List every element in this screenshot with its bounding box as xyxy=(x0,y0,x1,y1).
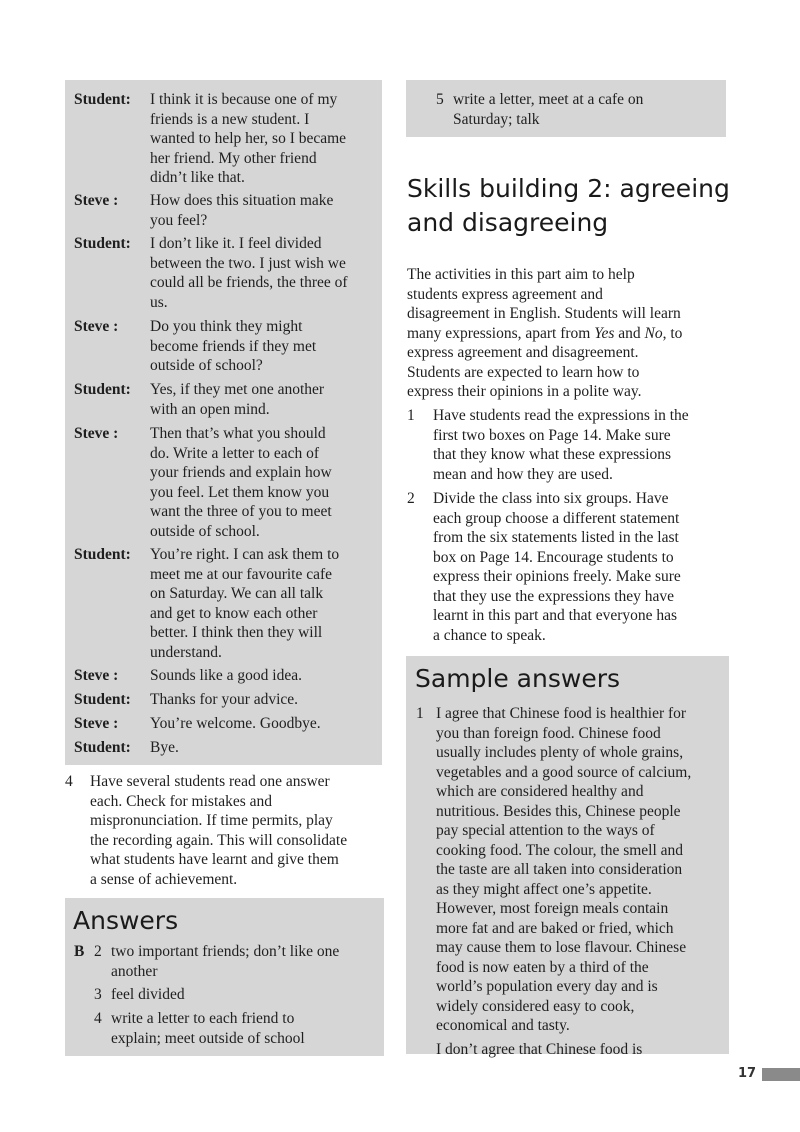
answer-number: 4 xyxy=(94,1010,102,1027)
sample-line: However, most foreign meals contain xyxy=(436,900,669,917)
sample-line: which are considered healthy and xyxy=(436,783,644,800)
answer-line: another xyxy=(111,962,158,980)
speaker-label: Steve : xyxy=(74,192,119,209)
dialogue-line: I don’t like it. I feel divided xyxy=(150,235,322,252)
speaker-label: Student: xyxy=(74,546,131,563)
answer-line: write a letter, meet at a cafe on xyxy=(453,91,644,108)
intro-line xyxy=(407,324,732,344)
item-line: from the six statements listed in the last xyxy=(433,529,679,546)
dialogue-line: Thanks for your advice. xyxy=(150,691,299,708)
section-heading-line: Skills building 2: agreeing xyxy=(407,174,730,203)
dialogue-line: friends is a new student. I xyxy=(150,110,310,128)
answer-line: write a letter to each friend to xyxy=(111,1010,295,1027)
sample-line: nutritious. Besides this, Chinese people xyxy=(436,802,681,820)
item-line: a sense of achievement. xyxy=(90,870,238,888)
sample-line: pay special attention to the ways of xyxy=(436,822,655,839)
dialogue-line: you feel? xyxy=(150,211,208,229)
speaker-label: Steve : xyxy=(74,425,119,442)
answer-number: 3 xyxy=(94,986,102,1003)
dialogue-line: with an open mind. xyxy=(150,400,270,418)
item-line: that they use the expressions they have xyxy=(433,587,675,605)
dialogue-line: do. Write a letter to each of xyxy=(150,444,320,462)
answer-line: feel divided xyxy=(111,986,185,1003)
dialogue-line: on Saturday. We can all talk xyxy=(150,585,324,602)
speaker-label: Student: xyxy=(74,91,131,108)
dialogue-line: want the three of you to meet xyxy=(150,503,332,520)
sample-answer-text xyxy=(436,704,726,1059)
item-line: what students have learnt and give them xyxy=(90,851,339,868)
item-line: mispronunciation. If time permits, play xyxy=(90,812,333,829)
dialogue-line: Sounds like a good idea. xyxy=(150,667,302,684)
item-line: learnt in this part and that everyone has xyxy=(433,607,678,624)
dialogue-line: How does this situation make xyxy=(150,192,334,209)
sample-line: usually includes plenty of whole grains, xyxy=(436,744,684,761)
dialogue-line: wanted to help her, so I became xyxy=(150,130,347,147)
item-number: 4 xyxy=(65,773,73,790)
answer-line: Saturday; talk xyxy=(453,110,540,128)
sample-line: I agree that Chinese food is healthier for xyxy=(436,705,687,722)
sample-line: may cause them to lose flavour. Chinese xyxy=(436,939,687,956)
intro-text: and xyxy=(614,324,645,342)
sample-line: I don’t agree that Chinese food is xyxy=(436,1040,643,1058)
dialogue-line: us. xyxy=(150,293,168,311)
dialogue-line: You’re right. I can ask them to xyxy=(150,546,340,563)
dialogue-line: Do you think they might xyxy=(150,318,303,335)
dialogue-line: didn’t like that. xyxy=(150,169,245,186)
answer-number: 5 xyxy=(436,91,444,108)
section-heading-line: and disagreeing xyxy=(407,208,609,237)
answers-section-label: B xyxy=(74,943,85,960)
sample-line: widely considered easy to cook, xyxy=(436,997,635,1015)
sample-answers-box xyxy=(406,656,729,1058)
intro-text: many expressions, apart from xyxy=(407,324,595,342)
dialogue-line: outside of school. xyxy=(150,522,260,540)
answer-line: two important friends; don’t like one xyxy=(111,943,340,960)
intro-line: express their opinions in a polite way. xyxy=(407,383,642,400)
intro-line: Students are expected to learn how to xyxy=(407,363,640,381)
dialogue-line: could all be friends, the three of xyxy=(150,274,348,291)
item-line: Have students read the expressions in the xyxy=(433,407,689,424)
dialogue-box xyxy=(65,80,382,765)
intro-line: The activities in this part aim to help xyxy=(407,266,635,283)
sample-line: cooking food. The colour, the smell and xyxy=(436,841,684,859)
item-line: express their opinions freely. Make sure xyxy=(433,568,681,585)
intro-line: students express agreement and xyxy=(407,285,603,303)
intro-line: disagreement in English. Students will learn xyxy=(407,305,681,322)
dialogue-line: I think it is because one of my xyxy=(150,91,338,108)
item-line: each group choose a different statement xyxy=(433,509,680,527)
speaker-label: Student: xyxy=(74,235,131,252)
sample-line: more fat and are baked or fried, which xyxy=(436,919,674,937)
dialogue-line: understand. xyxy=(150,643,222,661)
answer-number: 2 xyxy=(94,943,102,960)
sample-line: food is now eaten by a third of the xyxy=(436,958,649,976)
answer-line: explain; meet outside of school xyxy=(111,1029,305,1047)
answers-heading: Answers xyxy=(73,906,179,935)
sample-line: you than foreign food. Chinese food xyxy=(436,724,661,742)
page-number: 17 xyxy=(738,1066,757,1081)
dialogue-line: Then that’s what you should xyxy=(150,425,326,442)
dialogue-line: your friends and explain how xyxy=(150,464,332,481)
intro-line: express agreement and disagreement. xyxy=(407,344,639,361)
dialogue-line: meet me at our favourite cafe xyxy=(150,565,333,583)
intro-text: , to xyxy=(662,324,683,342)
item-number: 2 xyxy=(407,490,415,507)
item-line: first two boxes on Page 14. Make sure xyxy=(433,426,671,444)
speaker-label: Steve : xyxy=(74,318,119,335)
answer-number: 1 xyxy=(416,705,424,722)
speaker-label: Student: xyxy=(74,739,131,756)
dialogue-line: better. I think then they will xyxy=(150,624,323,641)
sample-answers-heading: Sample answers xyxy=(415,664,621,693)
sample-line: vegetables and a good source of calcium, xyxy=(436,763,692,781)
item-line: mean and how they are used. xyxy=(433,465,613,483)
dialogue-line: Yes, if they met one another xyxy=(150,381,325,398)
page-number-bar xyxy=(762,1068,800,1081)
sample-line: the taste are all taken into consideration xyxy=(436,861,683,878)
speaker-label: Student: xyxy=(74,691,131,708)
speaker-label: Steve : xyxy=(74,715,119,732)
sample-line: world’s population every day and is xyxy=(436,978,658,995)
item-line: Have several students read one answer xyxy=(90,773,330,790)
no-emphasis: No xyxy=(644,324,663,342)
speaker-label: Student: xyxy=(74,381,131,398)
dialogue-line: between the two. I just wish we xyxy=(150,254,346,272)
item-line: that they know what these expressions xyxy=(433,446,672,463)
dialogue-line: You’re welcome. Goodbye. xyxy=(150,715,321,732)
answers-box xyxy=(65,898,384,1056)
item-line: each. Check for mistakes and xyxy=(90,792,273,810)
item-line: a chance to speak. xyxy=(433,626,546,644)
intro-paragraph xyxy=(407,265,732,402)
item-line: the recording again. This will consolidate xyxy=(90,831,348,849)
item-line: Divide the class into six groups. Have xyxy=(433,490,669,507)
dialogue-line: her friend. My other friend xyxy=(150,149,317,167)
sample-line: economical and tasty. xyxy=(436,1017,570,1034)
yes-emphasis: Yes xyxy=(594,324,615,342)
answers-continuation-box xyxy=(406,80,726,137)
dialogue-line: and get to know each other xyxy=(150,604,318,622)
dialogue-line: you feel. Let them know you xyxy=(150,483,330,501)
item-number: 1 xyxy=(407,407,415,424)
item-line: box on Page 14. Encourage students to xyxy=(433,548,674,566)
dialogue-line: outside of school? xyxy=(150,357,263,374)
dialogue-line: Bye. xyxy=(150,739,179,756)
sample-line: as they might affect one’s appetite. xyxy=(436,880,652,898)
speaker-label: Steve : xyxy=(74,667,119,684)
dialogue-line: become friends if they met xyxy=(150,337,317,355)
section-heading xyxy=(407,172,737,240)
